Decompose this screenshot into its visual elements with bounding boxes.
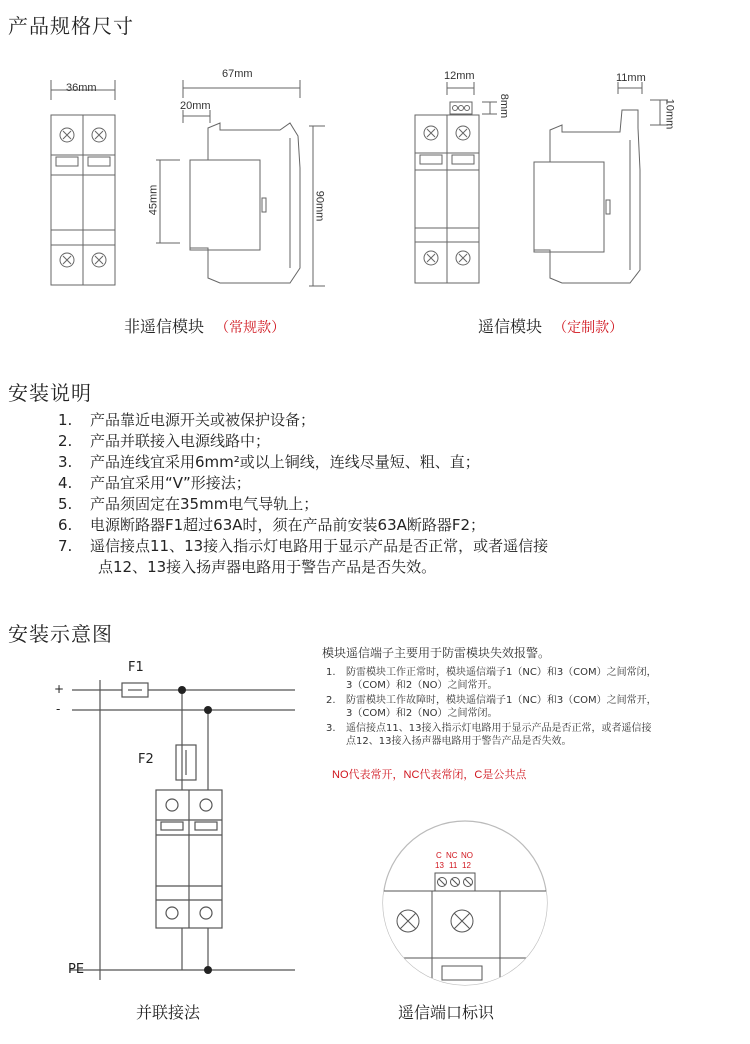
standard-name: 非遥信模块 bbox=[124, 317, 205, 336]
notes-title: 模块遥信端子主要用于防雷模块失效报警。 bbox=[322, 646, 551, 660]
terminal-caption: 遥信端口标识 bbox=[398, 1003, 495, 1022]
specs-title: 产品规格尺寸 bbox=[8, 14, 134, 38]
module-front-drawing bbox=[48, 80, 118, 300]
dim-90mm: 90mm bbox=[313, 190, 326, 222]
terminal-num-13: 13 bbox=[435, 861, 444, 870]
label-f1: F1 bbox=[128, 660, 144, 675]
dim-45mm: 45mm bbox=[147, 184, 160, 216]
wiring-diagram bbox=[40, 650, 300, 1030]
label-f2: F2 bbox=[138, 752, 154, 767]
dim-12mm: 12mm bbox=[444, 70, 475, 82]
terminal-label-c: C bbox=[436, 851, 442, 860]
terminal-detail bbox=[380, 818, 550, 988]
label-plus: + bbox=[54, 682, 65, 696]
dim-8mm: 8mm bbox=[498, 93, 511, 119]
terminal-label-no: NO bbox=[461, 851, 473, 860]
instruction-item: 2. 产品并联接入电源线路中； bbox=[58, 432, 271, 450]
remote-notes bbox=[322, 644, 742, 781]
note-item: 2. 防雷模块工作故障时，模块遥信端子1（NC）和3（COM）之间常开， 3（COM）和2（NO）之间常闭。 bbox=[326, 695, 657, 719]
instruction-item: 5. 产品须固定在35mm电气导轨上； bbox=[58, 495, 319, 513]
dim-67mm: 67mm bbox=[222, 68, 253, 80]
dim-11mm: 11mm bbox=[616, 72, 646, 84]
terminal-num-12: 12 bbox=[462, 861, 471, 870]
label-pe: PE bbox=[68, 962, 85, 977]
note-item: 1. 防雷模块工作正常时，模块遥信端子1（NC）和3（COM）之间常闭， 3（COM）和2（NO）之间常开。 bbox=[326, 667, 657, 691]
instruction-item-continued: 点12、13接入扬声器电路用于警告产品是否失效。 bbox=[98, 558, 437, 576]
note-item: 3. 遥信接点11、13接入指示灯电路用于显示产品是否正常，或者遥信接 点12、13接入扬声器电路用于警告产品是否失效。 bbox=[326, 723, 652, 747]
install-title: 安装说明 bbox=[8, 381, 92, 405]
wiring-caption: 并联接法 bbox=[136, 1003, 201, 1022]
instruction-item: 7. 遥信接点11、13接入指示灯电路用于显示产品是否正常，或者遥信接 bbox=[58, 537, 549, 555]
dim-20mm: 20mm bbox=[180, 100, 211, 112]
diagram-title: 安装示意图 bbox=[8, 622, 113, 646]
instruction-item: 4. 产品宜采用“V”形接法； bbox=[58, 474, 251, 492]
legend-note: NO代表常开，NC代表常闭，C是公共点 bbox=[332, 769, 527, 781]
terminal-num-11: 11 bbox=[449, 861, 458, 870]
terminal-label-nc: NC bbox=[446, 851, 458, 860]
remote-side-drawing bbox=[520, 70, 670, 300]
module-side-drawing bbox=[150, 68, 325, 300]
remote-name: 遥信模块 bbox=[478, 317, 543, 336]
wiring-drawing bbox=[40, 650, 300, 980]
terminal-drawing bbox=[380, 818, 550, 988]
remote-front-drawing bbox=[412, 70, 512, 300]
instruction-item: 1. 产品靠近电源开关或被保护设备； bbox=[58, 411, 316, 429]
label-minus: - bbox=[56, 702, 61, 716]
dim-10mm: 10mm bbox=[663, 98, 676, 130]
remote-caption bbox=[478, 314, 623, 337]
instruction-item: 6. 电源断路器F1超过63A时，须在产品前安装63A断路器F2； bbox=[58, 516, 486, 534]
standard-caption bbox=[124, 314, 285, 337]
instruction-item: 3. 产品连线宜采用6mm²或以上铜线，连线尽量短、粗、直； bbox=[58, 453, 480, 471]
remote-tag: （定制款） bbox=[553, 320, 624, 336]
standard-tag: （常规款） bbox=[215, 320, 286, 336]
dim-36mm: 36mm bbox=[66, 82, 97, 94]
